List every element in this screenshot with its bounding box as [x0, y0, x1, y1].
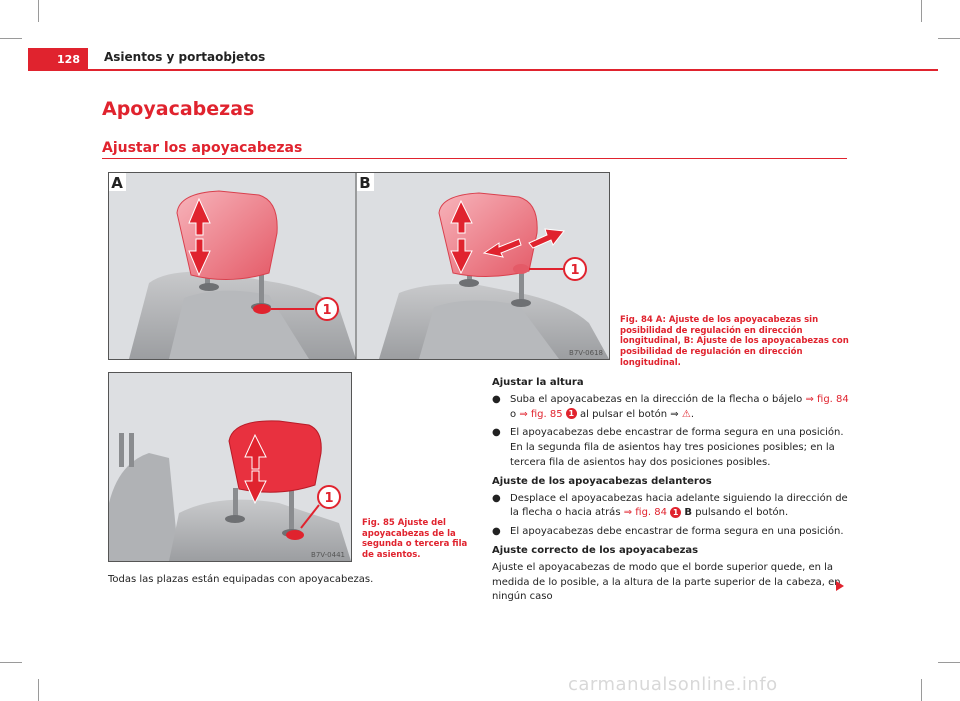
- crop-mark: [938, 38, 960, 39]
- crop-mark: [921, 679, 922, 701]
- callout-ref: 1: [670, 507, 681, 518]
- callout-ref: 1: [566, 408, 577, 419]
- subheading-altura: Ajustar la altura: [492, 377, 584, 388]
- text: pulsando el botón.: [695, 507, 789, 519]
- bullet-icon: ●: [492, 393, 501, 405]
- list-item: [492, 492, 852, 522]
- figure-84: [108, 172, 610, 360]
- figure-code: B7V-0441: [311, 551, 345, 559]
- crop-mark: [0, 662, 22, 663]
- figure-85: [108, 372, 352, 562]
- text: o: [510, 408, 517, 420]
- panel-ref: B: [684, 507, 693, 519]
- subheading-correcto: Ajuste correcto de los apoyacabezas: [492, 544, 699, 556]
- fig-84-link[interactable]: ⇒ fig. 84: [805, 393, 849, 405]
- subheading-delanteros: Ajuste de los apoyacabezas delanteros: [492, 475, 712, 487]
- figure-84-caption: Fig. 84 A: Ajuste de los apoyacabezas sin posibilidad de regulación en dirección longitudinal, B: Ajuste de los apoyacabezas con posibilidad de regulación en dirección longitudinal.: [620, 315, 849, 368]
- crop-mark: [921, 0, 922, 22]
- warning-icon[interactable]: ⚠: [681, 408, 691, 420]
- watermark: carmanualsonline.info: [568, 674, 778, 695]
- crop-mark: [938, 662, 960, 663]
- fig-84-link[interactable]: ⇒ fig. 84: [623, 507, 668, 519]
- bullet-icon: ●: [492, 427, 501, 439]
- crop-mark: [38, 679, 39, 701]
- subtitle-rule: [102, 158, 847, 159]
- bullet-icon: ●: [492, 492, 501, 504]
- callout-1: 1: [570, 263, 580, 278]
- continue-arrow-icon: [836, 581, 844, 591]
- callout-1: 1: [322, 303, 332, 318]
- list-item: [492, 525, 852, 540]
- list-item: [492, 426, 852, 470]
- list-item: [492, 393, 852, 423]
- body-text: [492, 372, 852, 609]
- panel-a-label: A: [111, 174, 123, 192]
- figure-85-caption: Fig. 85 Ajuste del apoyacabezas de la segunda o tercera fila de asientos.: [362, 518, 468, 560]
- page-number: 128: [28, 48, 88, 70]
- fig-85-link[interactable]: ⇒ fig. 85: [519, 408, 563, 420]
- intro-text: Todas las plazas están equipadas con apoyacabezas.: [108, 574, 374, 585]
- crop-mark: [38, 0, 39, 22]
- panel-b-label: B: [359, 174, 371, 192]
- section-subtitle: Ajustar los apoyacabezas: [102, 140, 303, 156]
- text: al pulsar el botón ⇒: [579, 408, 679, 420]
- text: Suba el apoyacabezas en la dirección de la flecha o bájelo: [510, 393, 803, 405]
- callout-1: 1: [324, 491, 334, 506]
- text: El apoyacabezas debe encastrar de forma segura en una posición.: [510, 526, 844, 538]
- paragraph: Ajuste el apoyacabezas de modo que el borde superior quede, en la medida de lo posible, a la altura de la parte superior de la cabeza, en ningún caso: [492, 561, 841, 603]
- text: .: [690, 408, 695, 420]
- section-title: Asientos y portaobjetos: [104, 50, 266, 64]
- figure-code: B7V-0618: [569, 349, 603, 357]
- bullet-icon: ●: [492, 526, 501, 538]
- crop-mark: [0, 38, 22, 39]
- text: El apoyacabezas debe encastrar de forma segura en una posición. En la segunda fila de asientos hay tres posiciones posibles; en la tercera fila de asientos hay dos posiciones posibles.: [510, 427, 844, 468]
- text: Desplace el apoyacabezas hacia adelante siguiendo la dirección de la flecha o hacia atrás: [510, 492, 848, 519]
- header-rule: [28, 69, 938, 71]
- page-title: Apoyacabezas: [102, 98, 255, 120]
